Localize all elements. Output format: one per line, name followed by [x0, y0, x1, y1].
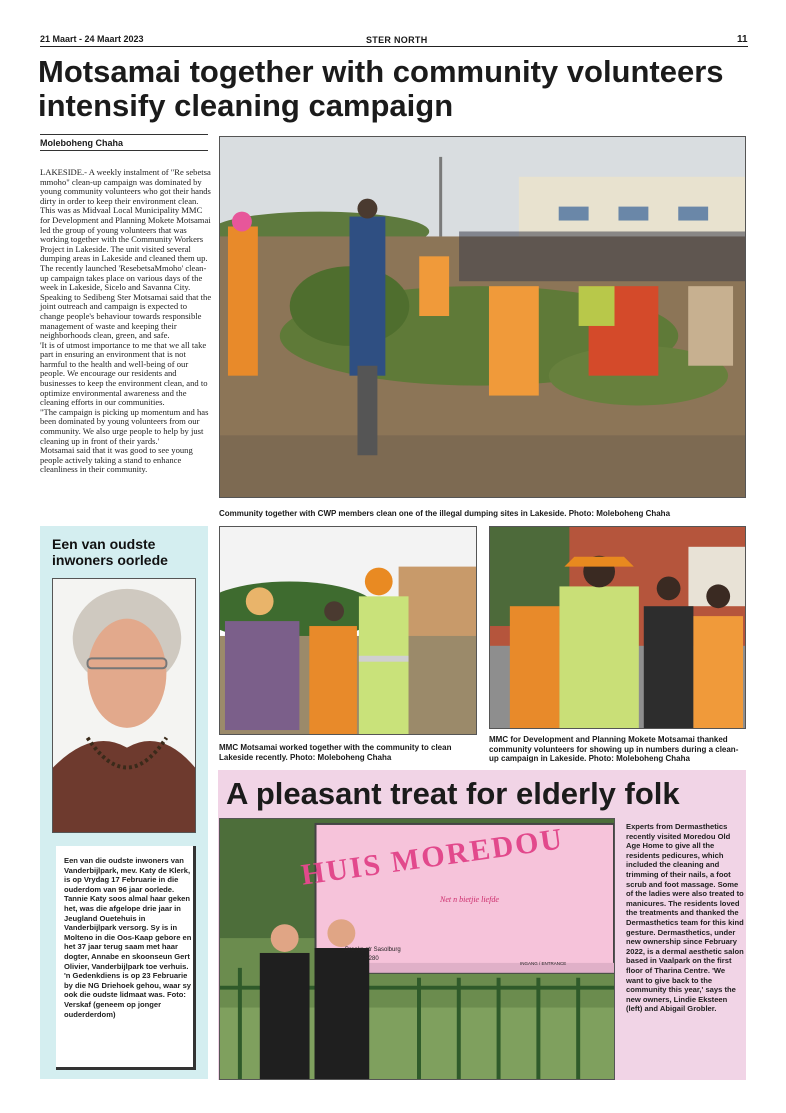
- sign-phone: 3-5280: [360, 956, 379, 962]
- page-number: 11: [737, 34, 748, 45]
- sign-title: HUIS MOREDOU: [299, 822, 566, 892]
- sign-address: Brooks str Sasolburg: [345, 947, 401, 953]
- sign-motto: Net n bietjie liefde: [440, 895, 499, 904]
- article-paragraph: LAKESIDE.- A weekly instalment of "Re sebetsa mmoho" clean-up campaign was dominated by young community volunteers who got their hands dirty in order to keep their environment clean.: [40, 167, 211, 206]
- byline: Moleboheng Chaha: [40, 138, 123, 148]
- article-paragraph: 'It is of utmost importance to me that we all take part in ensuring an environment that is not harmful to the health and well-being of our people. We encourage our residents and businesses to keep the environment clean, and to optimize environmental awareness and the cleaning efforts in our communities.: [40, 339, 208, 408]
- feature-headline: A pleasant treat for elderly folk: [226, 776, 680, 811]
- article-paragraph: This was as Midvaal Local Municipality MMC for Development and Planning Mokete Motsamai led the group of young volunteers that was working together with the Community Workers Project in Lakeside. The unit visited several dumping areas in Lakeside and cleaned them up.: [40, 205, 211, 264]
- photo-right-caption: MMC for Development and Planning Mokete Motsamai thanked community volunteers for showing up in numbers during a clean-up campaign in Lakeside. Photo: Moleboheng Chaha: [489, 735, 739, 764]
- article-headline: Motsamai together with community volunteers intensify cleaning campaign: [38, 54, 724, 123]
- obituary-portrait: [52, 578, 196, 833]
- feature-text: Experts from Dermasthetics recently visited Moredou Old Age Home to give all the residents pedicures, which included the cleaning and trimming of their nails, a foot scrub and foot massage. Some of the ladies were also treated to manicures. The residents loved the treatments and thanked the Dermasthetics team for this kind gesture. Dermasthetics, under new ownership since February 2022, is a dermal aesthetic salon based in Vaalpark on the first floor of Tharina Centre. 'We want to give back to the community this year,' says the new owners, Lindie Eksteen (left) and Abigail Grobler.: [626, 822, 744, 1014]
- main-photo: [219, 136, 746, 498]
- newspaper-name: STER NORTH: [366, 35, 428, 45]
- main-photo-caption: Community together with CWP members clean one of the illegal dumping sites in Lakeside. Photo: Moleboheng Chaha: [219, 509, 671, 518]
- issue-date: 21 Maart - 24 Maart 2023: [40, 34, 144, 44]
- sign-entrance: INGANG / ENTRANCE: [520, 961, 567, 966]
- article-paragraph: "The campaign is picking up momentum and has been dominated by young volunteers from our community. We also urge people to help by just cleaning up in front of their yards.': [40, 406, 209, 446]
- article-paragraph: Motsamai said that it was good to see young people actively taking a stand to enhance cleanliness in their community.: [40, 445, 193, 475]
- byline-rule: [40, 134, 208, 135]
- photo-motsamai-community: [219, 526, 477, 735]
- obituary-title: Een van oudste inwoners oorlede: [52, 536, 168, 568]
- photo-left-caption: MMC Motsamai worked together with the community to clean Lakeside recently. Photo: Moleboheng Chaha: [219, 743, 452, 762]
- header-rule: [40, 46, 748, 47]
- obituary-text: Een van die oudste inwoners van Vanderbijlpark, mev. Katy de Klerk, is op Vrydag 17 Februarie in die ouderdom van 96 jaar oorlede. Tannie Katy soos almal haar geken het, was die afgelope drie jaar in Jeugland Ouetehuis in Vanderbijlpark versorg. Sy is in Molteno in die Oos-Kaap gebore en het 37 jaar terug saam met haar dogter, Annabe en skoonseun Gert Olivier, Vanderbijlpark toe verhuis. 'n Gedenkdiens is op 23 Februarie by die NG Driehoek gehou, waar sy ook die oudste lidmaat was. Foto: Verskaf (geneem op jonger ouderderdom): [64, 856, 192, 1019]
- article-paragraph: The recently launched 'ResebetsaMmoho' clean-up campaign takes place on various days of the week in Lakeside, Sicelo and Savanna City. Speaking to Sedibeng Ster Motsamai said that the joint outreach and campaign is expected to change people's behaviour towards responsible management of waste and keeping their neighborhoods clean, green, and safe.: [40, 262, 212, 341]
- byline-rule: [40, 150, 208, 151]
- article-body: [40, 168, 212, 475]
- photo-mmc-thanks: [489, 526, 746, 729]
